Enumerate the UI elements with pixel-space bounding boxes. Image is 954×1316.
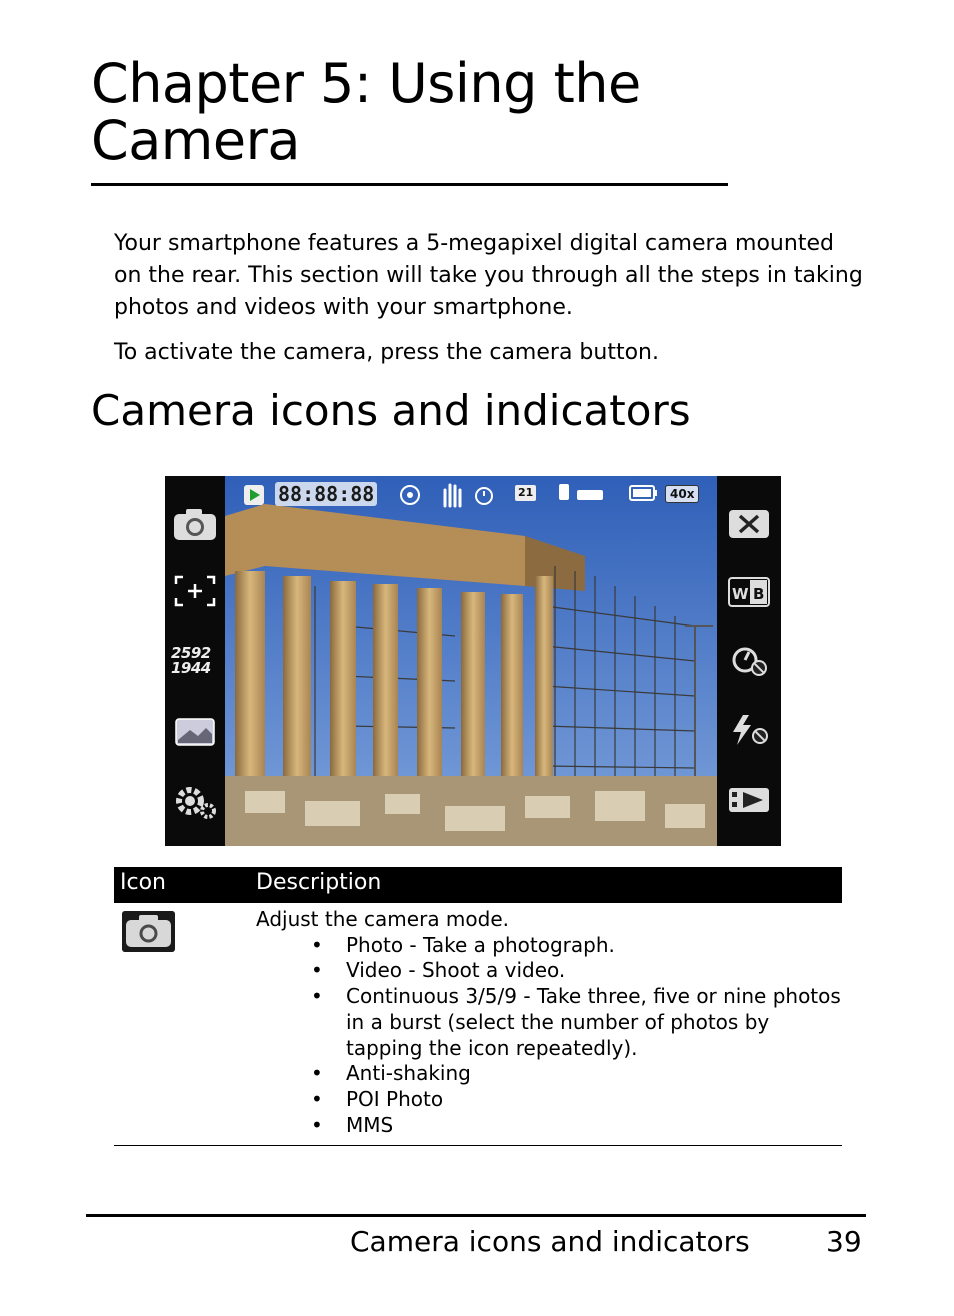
list-item: • MMS bbox=[256, 1113, 846, 1139]
battery-icon bbox=[629, 484, 659, 504]
svg-text:B: B bbox=[753, 585, 765, 603]
table-row bbox=[256, 907, 846, 1138]
chapter-title: Chapter 5: Using the Camera bbox=[91, 52, 641, 172]
list-item: • Video - Shoot a video. bbox=[256, 958, 846, 984]
list-item: • Anti-shaking bbox=[256, 1061, 846, 1087]
zoom-indicator: 40x bbox=[665, 485, 699, 503]
stabilizer-icon bbox=[397, 482, 423, 508]
gallery-button[interactable] bbox=[727, 784, 771, 816]
storage-indicator-icon bbox=[557, 482, 607, 506]
list-item: • Photo - Take a photograph. bbox=[256, 933, 846, 959]
header-icon-column: Icon bbox=[120, 870, 166, 895]
self-timer-button[interactable] bbox=[727, 642, 771, 678]
mode-list bbox=[256, 933, 846, 1139]
play-indicator-icon bbox=[243, 484, 265, 506]
resolution-button[interactable] bbox=[171, 646, 211, 676]
timer-indicator-icon bbox=[473, 482, 503, 508]
resolution-width: 2592 bbox=[171, 644, 211, 662]
parthenon-photo bbox=[225, 476, 717, 846]
camera-mode-icon bbox=[122, 911, 175, 952]
table-header bbox=[114, 867, 842, 903]
scene-button[interactable] bbox=[172, 716, 218, 748]
list-item: • POI Photo bbox=[256, 1087, 846, 1113]
flash-button[interactable] bbox=[727, 712, 771, 748]
section-title: Camera icons and indicators bbox=[91, 386, 691, 435]
camera-viewfinder bbox=[225, 476, 717, 846]
anti-shake-icon bbox=[437, 480, 467, 508]
table-bottom-rule bbox=[114, 1145, 842, 1146]
close-button[interactable] bbox=[727, 508, 771, 540]
list-item: • Continuous 3/5/9 - Take three, five or nine photos in a burst (select the number of photos by tapping the icon repeatedly). bbox=[256, 984, 846, 1061]
camera-mode-button[interactable] bbox=[172, 506, 218, 542]
recording-timer: 88:88:88 bbox=[275, 482, 377, 506]
settings-button[interactable] bbox=[170, 781, 220, 821]
footer-rule bbox=[86, 1214, 866, 1217]
camera-screenshot bbox=[165, 476, 781, 846]
white-balance-button[interactable] bbox=[727, 576, 771, 608]
resolution-height: 1944 bbox=[171, 659, 211, 677]
intro-paragraph: Your smartphone features a 5-megapixel digital camera mounted on the rear. This section will take you through all the steps in taking photos and videos with your smartphone. bbox=[114, 231, 863, 320]
title-underline bbox=[91, 183, 728, 186]
date-badge: 21 bbox=[515, 485, 536, 501]
svg-text:W: W bbox=[732, 585, 749, 603]
footer-section-title: Camera icons and indicators bbox=[350, 1225, 750, 1258]
row-intro: Adjust the camera mode. bbox=[256, 907, 510, 931]
focus-button[interactable] bbox=[172, 574, 218, 608]
right-control-bar bbox=[717, 476, 781, 846]
activation-paragraph: To activate the camera, press the camera button. bbox=[114, 340, 659, 365]
left-control-bar bbox=[165, 476, 225, 846]
header-description-column: Description bbox=[256, 870, 382, 895]
page-number: 39 bbox=[826, 1225, 862, 1258]
